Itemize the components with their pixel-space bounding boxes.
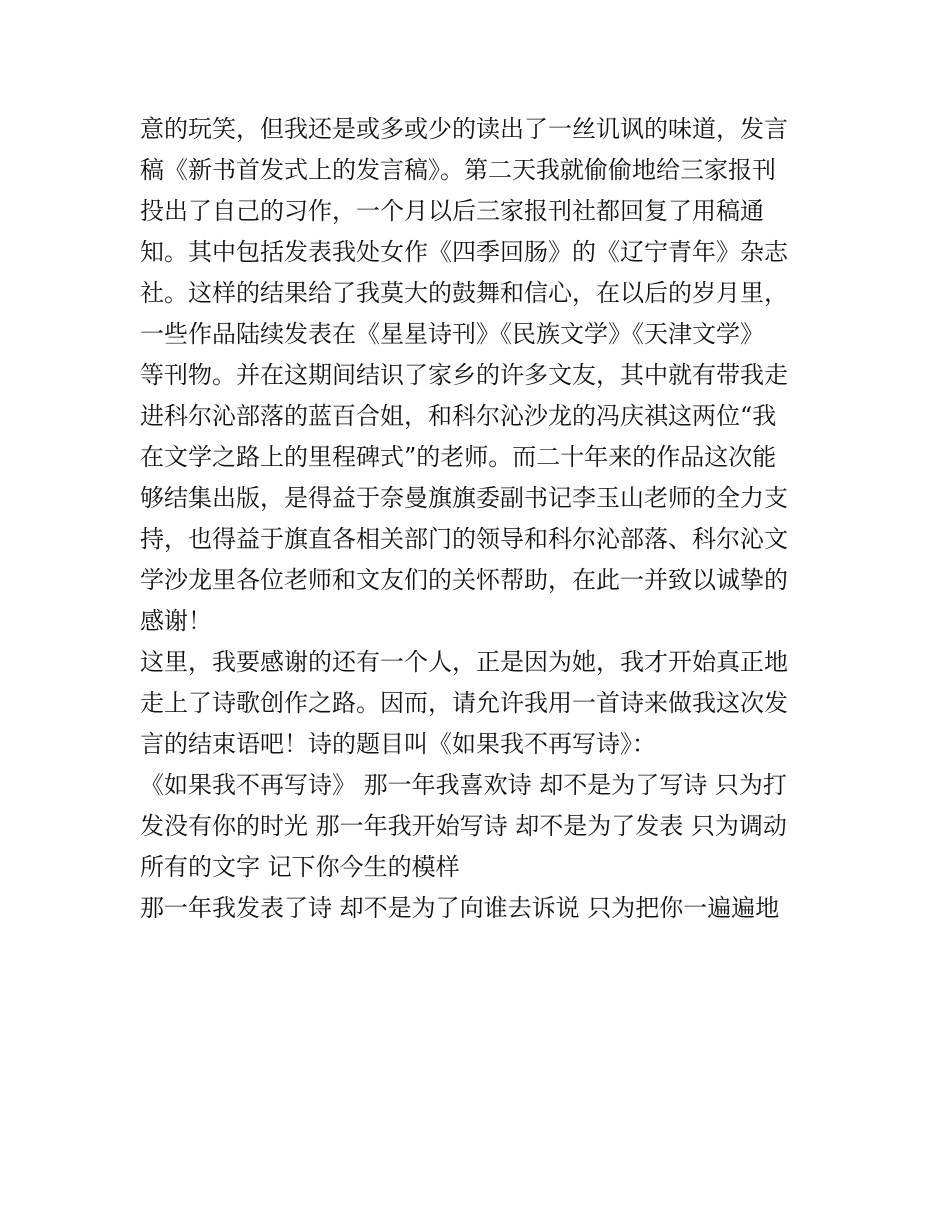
poem-line: 《如果我不再写诗》 那一年我喜欢诗 却不是为了写诗 只为打 — [140, 771, 787, 799]
text-line: 社。这样的结果给了我莫大的鼓舞和信心，在以后的岁月里， — [140, 279, 788, 307]
text-line: 稿《新书首发式上的发言稿》。第二天我就偷偷地给三家报刊 — [140, 156, 776, 184]
text-line: 学沙龙里各位老师和文友们的关怀帮助，在此一并致以诚挚的 — [140, 566, 788, 594]
document-body — [140, 109, 820, 929]
text-line: 投出了自己的习作，一个月以后三家报刊社都回复了用稿通 — [140, 197, 764, 225]
text-line: 走上了诗歌创作之路。因而，请允许我用一首诗来做我这次发 — [140, 689, 788, 717]
text-line: 持，也得益于旗直各相关部门的领导和科尔沁部落、科尔沁文 — [140, 525, 788, 553]
text-line: 够结集出版，是得益于奈曼旗旗委副书记李玉山老师的全力支 — [140, 484, 788, 512]
text-line: 言的结束语吧！诗的题目叫《如果我不再写诗》： — [140, 730, 656, 758]
text-line: 一些作品陆续发表在《星星诗刊》《民族文学》《天津文学》 — [140, 320, 764, 348]
text-line: 进科尔沁部落的蓝百合姐，和科尔沁沙龙的冯庆祺这两位“我 — [140, 402, 777, 430]
poem-line: 发没有你的时光 那一年我开始写诗 却不是为了发表 只为调动 — [140, 812, 787, 840]
text-line: 意的玩笑，但我还是或多或少的读出了一丝讥讽的味道，发言 — [140, 115, 788, 143]
text-line: 这里，我要感谢的还有一个人，正是因为她，我才开始真正地 — [140, 648, 788, 676]
text-line: 等刊物。并在这期间结识了家乡的许多文友，其中就有带我走 — [140, 361, 788, 389]
text-line: 在文学之路上的里程碑式”的老师。而二十年来的作品这次能 — [140, 443, 777, 471]
text-line: 感谢！ — [140, 607, 212, 635]
poem-line: 那一年我发表了诗 却不是为了向谁去诉说 只为把你一遍遍地 — [140, 894, 780, 922]
text-line: 知。其中包括发表我处女作《四季回肠》的《辽宁青年》杂志 — [140, 238, 788, 266]
poem-line: 所有的文字 记下你今生的模样 — [140, 853, 460, 881]
